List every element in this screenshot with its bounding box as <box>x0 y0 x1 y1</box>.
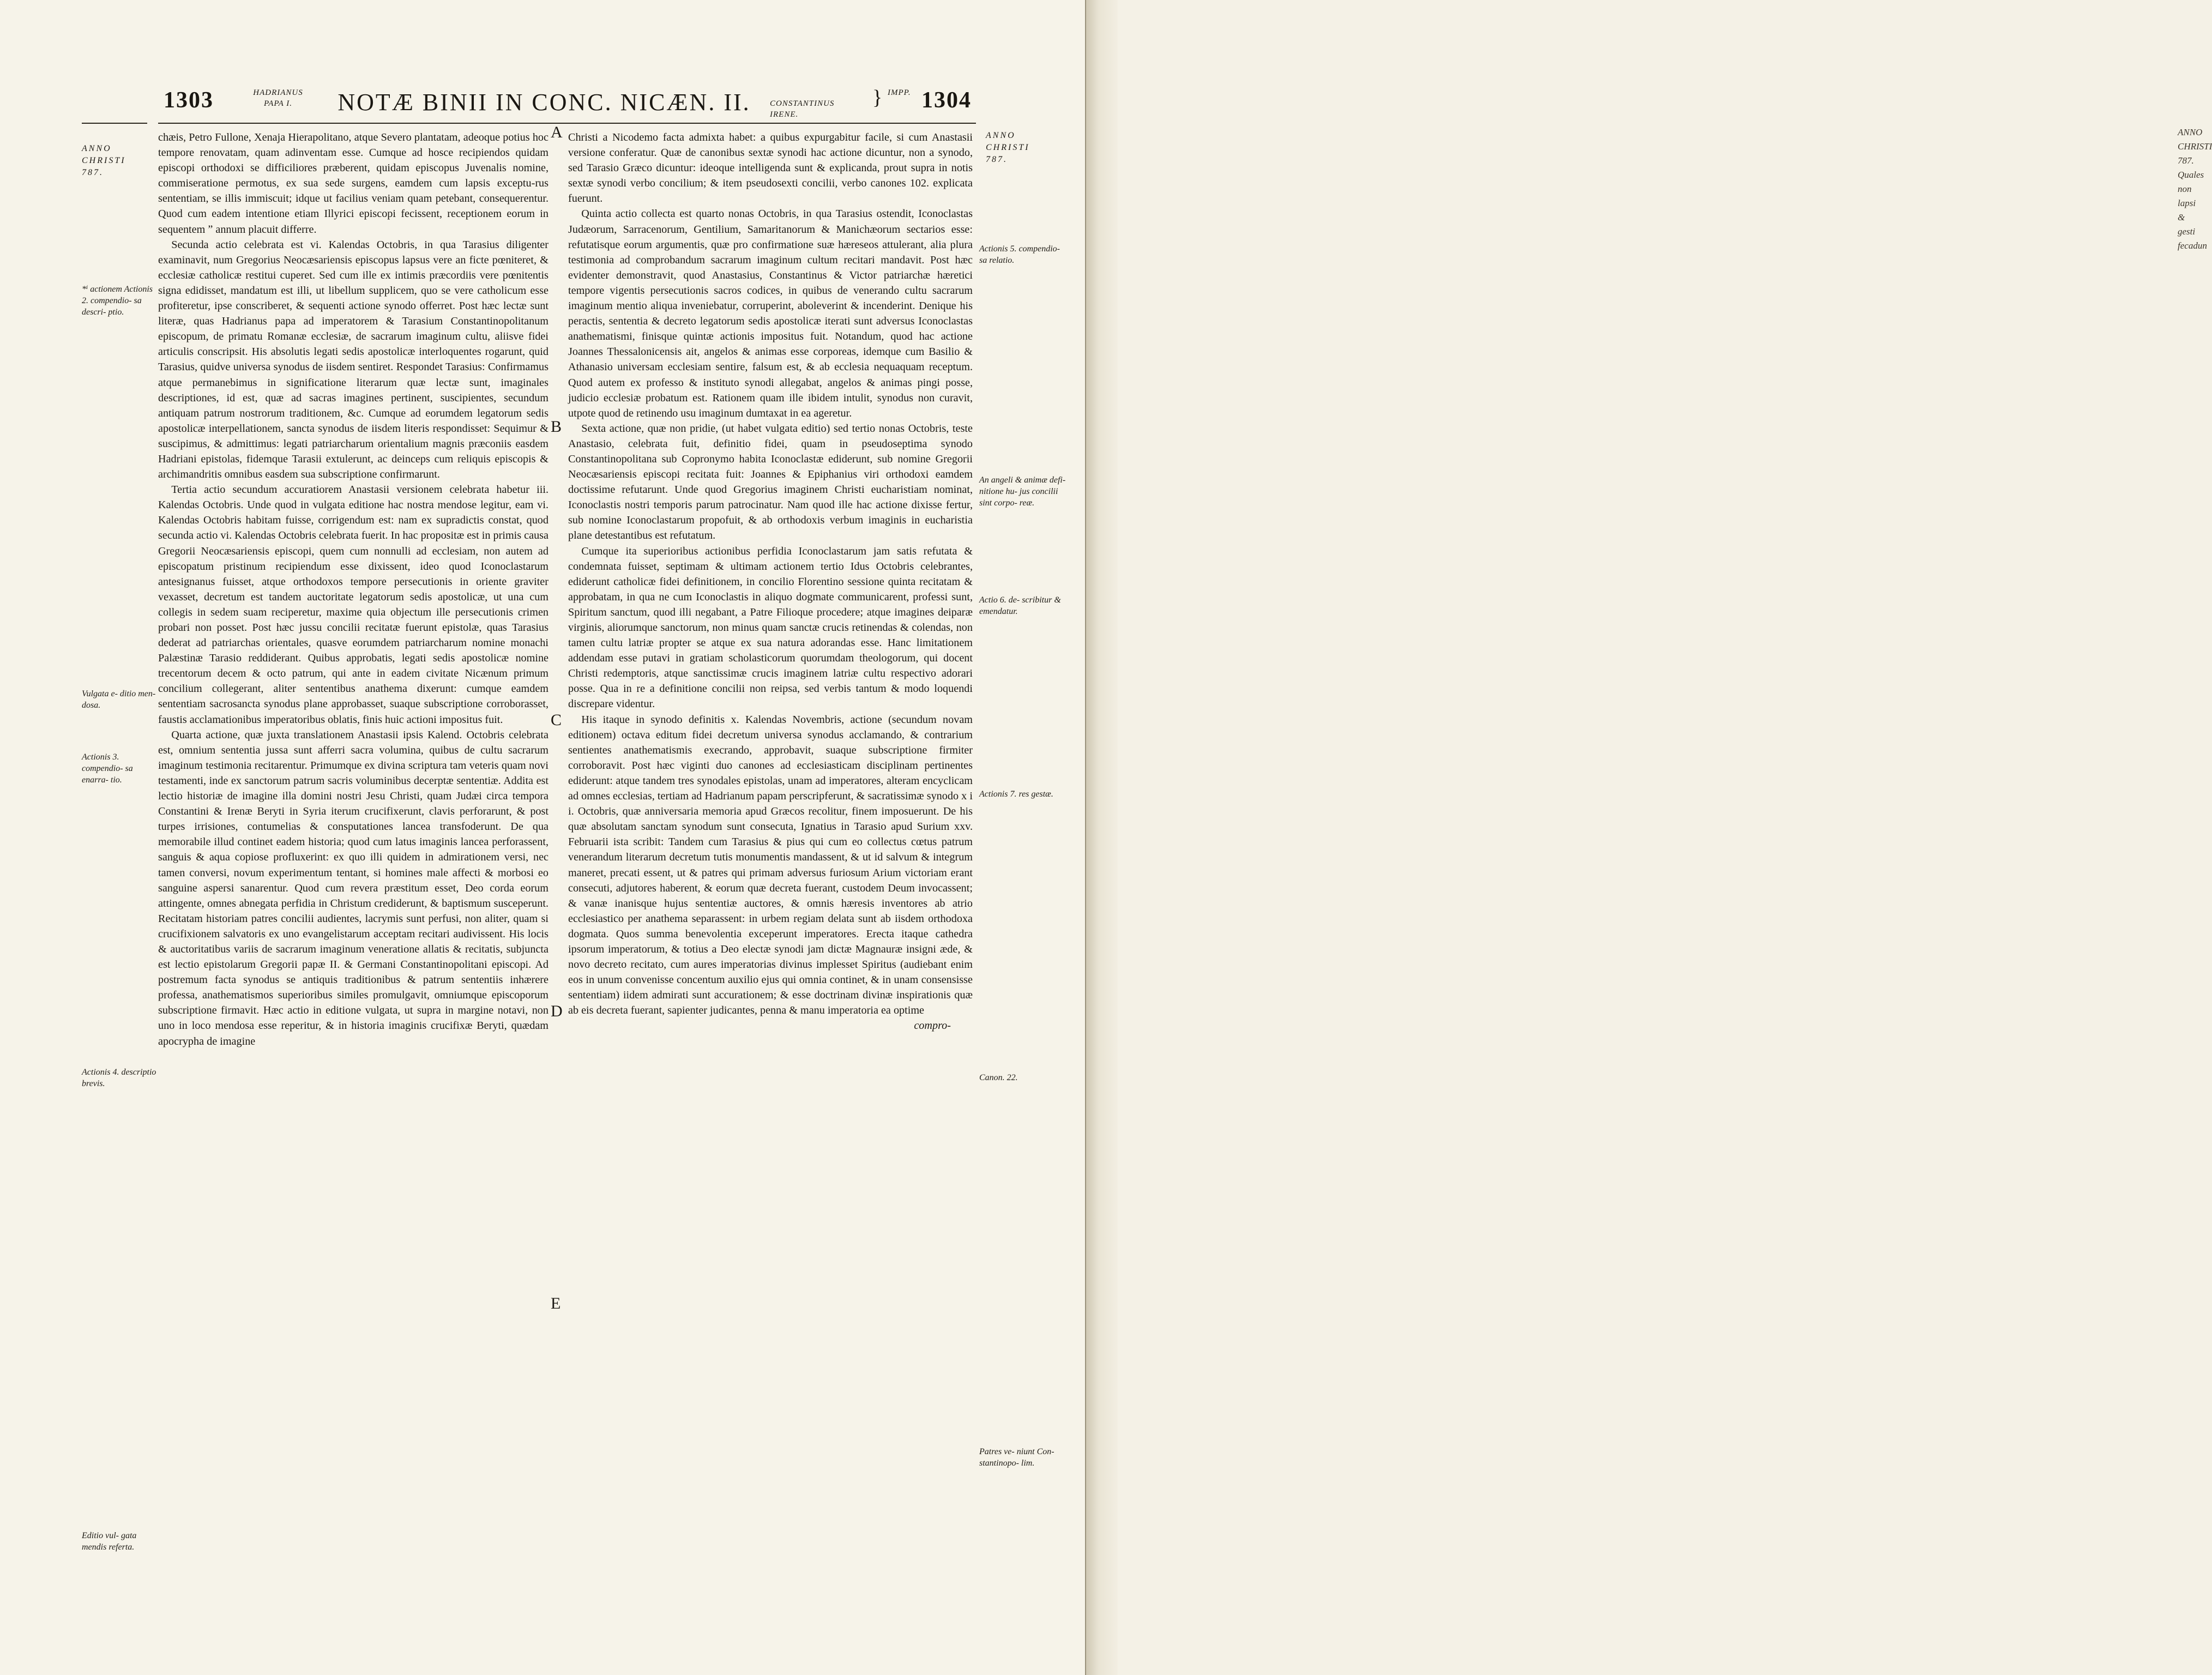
header-rule-left <box>82 123 147 124</box>
paragraph-actio-6: Sexta actione, quæ non pridie, (ut habet vulgata editio) sed tertio nonas Octobris, teste Anastasio, celebrata fuit, definitio fidei, quam in pseudoseptima synodo Constantinopolitana sub Copronymo habita Iconoclastæ ediderunt, sub nomine Gregorii Neocæsariensis episcopi recitata fuit: Joannes & Epiphanius viri orthodoxi eamdem doctissime refutarunt. Unde quod Gregorius imaginem Christi eucharistiam nominat, Iconoclastis nostri temporis parum patrocinatur. Nam quod ille hac actione dixisse fertur, sub nomine Iconoclastarum propofuit, & ab orthodoxis verbum imaginis in eucharistia plane detestantibus est refutatum. <box>568 422 973 542</box>
section-letter-d: D <box>551 1002 563 1020</box>
header-impp: IMPP. <box>888 88 911 97</box>
anno-christi-right: ANNO CHRISTI 787. <box>986 131 1030 164</box>
paragraph-actio-4: Quarta actione, quæ juxta translationem Anastasii ipsis Kalend. Octobris celebrata est, omnium sententia jussa sunt afferri sacra volumina, quibus de cultu sacrarum imaginum testimonia recitarentur. Primumque ex divina scriptura tam veteris quam novi testamenti, inde ex sanctorum patrum sacris voluminibus decerptæ sententiæ. Addita est lectio historiæ de imagine illa domini nostri Jesu Christi, quam Judæi circa tempora Constantini & Irenæ Beryti in Syria iterum crucifixerunt, clavis perforarunt, & post turpes irrisiones, contumelias & consputationes lancea transfoderunt. De qua memorabile illud continet eadem historia; quod cum latus imaginis lancea perforassent, sanguis & aqua copiose profluxerint: ex quo illi quidem in admirationem versi, nec tamen conversi, novum experimentum tentant, si homines male affecti & morbosi eo sanguine aspersi sanarentur. Quod cum revera præstitum esset, Deo corda eorum attingente, omnes abnegata perfidia in Christum crediderunt, & baptismum susceperunt. Recitatam historiam patres concilii audientes, lacrymis sunt perfusi, non aliter, quam si crucifixionem salvatoris ex uno evangelistarum acceptam recitari audivissent. His locis & auctoritatibus variis de sacrarum imaginum veneratione allatis & recitatis, subjuncta est lectio epistolarum Gregorii papæ II. & Germani Constantinopolitani episcopi. Ad postremum facta synodus se antiquis traditionibus & patrum sententiis inhærere professa, anathematismos superioribus similes promulgavit, omniumque episcoporum subscriptione firmavit. Hæc actio in editione vulgata, ut supra in margine notavi, non uno in loco mendosa esse reperitur, & in historia imaginis crucifixæ Beryti, quædam apocrypha de imagine <box>158 728 549 1047</box>
header-emperors-names: CONSTANTINUS IRENE. <box>770 99 835 119</box>
paragraph-actio-8-canones: His itaque in synodo definitis x. Kalendas Novembris, actione (secundum novam editionem) octava editum fidei decretum universa synodus acclamando, & contrarium sentientes anathematismis execrando, approbavit, suaque subscriptione firmiter corroboravit. Post hæc viginti duo canones ad ecclesiasticam disciplinam pertinentes ediderunt: atque tandem tres synodales epistolas, unam ad imperatores, alteram encyclicam ad omnes ecclesias, tertiam ad Hadrianum papam perscripferunt, & sacratissimæ synodo x i i. Octobris, quæ anniversaria memoria apud Græcos recolitur, finem imposuerunt. De his quæ absolutam sanctam synodum sunt consecuta, Ignatius in Tarasio apud Surium xxv. Februarii ista scribit: Tandem cum Tarasius & pius qui cum eo collectus cœtus patrum venerandum literarum decretum tutis monumentis mandassent, & ut id salvum & integrum maneret, precati essent, ut & patres qui primam adversus furiosum Arium victoriam erant consecuti, adjutores haberent, & eorum quæ decreta fuerant, custodem Deum invocassent; & vanæ inanisque hujus sententiæ auctores, & omnis hæresis inventores ab atrio ecclesiastico per anathema separassent: in urbem regiam delata sunt ab iisdem orthodoxa dogmata. Quos summa benevolentia exceperunt imperatores. Erecta itaque cathedra ipsorum imperatorum, & totius a Deo electæ synodi jam dictæ Magnauræ insigni æde, & novo decreto recitato, cum aures imperatorias divinus implesset Spiritus (audiebant enim eos in unum convenisse concentum auxilio ejus qui omnia continet, & in unam consensisse sententiam) iidem admirati sunt accurationem; & esse doctrinam divinæ inspirationis quæ ab eis decreta fuerant, sapienter judicantes, penna & manu imperatoria ea optime <box>568 713 973 1017</box>
section-letter-c: C <box>551 711 562 729</box>
page-number-left: 1303 <box>164 88 214 113</box>
paragraph-actio-7: Cumque ita superioribus actionibus perfidia Iconoclastarum jam satis refutata & condemnata fuisset, septimam & ultimam actionem tertio Idus Octobris celebrantes, ediderunt catholicæ fidei definitionem, in concilio Florentino sessione quinta recitatam & approbatam, in qua ne cum Iconoclastis in aliquo dogmate communicarent, professi sunt, Spiritum sanctum, quod illi negabant, a Patre Filioque procedere; atque imagines deiparæ virginis, aliorumque sanctorum, non minus quam sanctæ crucis retinendas & colendas, non tamen cultu latriæ propter se atque ex sua natura adorandas esse. Hanc limitationem addendam esse putavi in gratiam scholasticorum quorumdam theologorum, qui docent Christi redemptoris, atque sanctissimæ crucis imaginem latriæ cultu respectivo adorari posse. Qua in re a definitione concilii non reipsa, sed verbis tantum & modo loquendi discrepare videntur. <box>568 545 973 710</box>
paragraph-actio-3: Tertia actio secundum accuratiorem Anastasii versionem celebrata habetur iii. Kalendas Octobris. Unde quod in vulgata editione hac nostra mendose legitur, eam vi. Kalendas Octobris habitam fuisse, corrigendum est: nam ex supradictis constat, quod secunda actio vi. Kalendas Octobris celebrata fuerit. In hac propositæ est in primis causa Gregorii Neocæsariensis episcopi, quem cum nonnulli ad ecclesiam, non autem ad episcopatum pristinum recipiendum esse dixissent, ideo quod Iconoclastarum antesignanus fuisset, atque orthodoxos tempore persecutionis in oriente graviter vexasset, decretum est tandem auctoritate legatorum sedis apostolicæ, ut una cum collegis in sedem suam reciperetur, maxime quia objectum ille persecutionis crimen probari non posset. Post hæc jussu concilii recitatæ fuerunt epistolæ, quas Tarasius dederat ad patriarchas orientales, quasve eorumdem patriarcharum nomine monachi Palæstinæ Tarasio reddiderant. Quibus approbatis, legati sedis apostolicæ nomine trecentorum decem & octo patrum, qui ante in eadem civitate Nicænum primum concilium collegerant, aliter sententibus anathema dixerunt: cumque eamdem sententiam sacrosancta synodus plane approbasset, suaque subscriptione corroborasset, faustis acclamationibus imperatoribus oblatis, finis huic actioni impositus fuit. <box>158 484 549 726</box>
margin-note-actio-7: Actionis 7. res gestæ. <box>979 790 1053 799</box>
header-pope-name: HADRIANUS PAPA I. <box>253 88 303 108</box>
margin-note-actio-4: Actionis 4. descriptio brevis. <box>82 1068 156 1088</box>
margin-note-angeli: An angeli & animæ defi- nitione hu- jus concilii sint corpo- reæ. <box>979 475 1066 508</box>
anno-christi-left: ANNO CHRISTI 787. <box>82 144 126 177</box>
margin-note-actio-5: Actionis 5. compendio- sa relatio. <box>979 244 1060 265</box>
section-letter-a: A <box>551 123 563 141</box>
paragraph-actio-4-end: Christi a Nicodemo facta admixta habet: a quibus expurgabitur facile, si cum Anastasii versione conferatur. Quæ de canonibus sextæ synodi hac actione dicuntur, non a synodo, sed Tarasio Græco dicuntur: ideoque intelligenda sunt & explicanda, prout supra in notis sextæ synodi verbo concilium; & item pseudosexti concilii, verbo canones 102. explicata fuerunt. <box>568 131 973 205</box>
catchword: compro- <box>914 1020 951 1032</box>
right-column <box>568 130 973 1034</box>
left-column <box>158 130 549 1049</box>
paragraph-actio-1-end: chæis, Petro Fullone, Xenaja Hierapolitano, atque Severo plantatam, adeoque potius hoc tempore renovatam, quam adinventam esse. Cumque ad hosce recipiendos quidam episcopi orthodoxi se difficiliores præberent, quidam episcopus Juvenalis nomine, commiseratione permotus, ex sua sede surgens, eamdem cum lapsis exceptu-rus sententiam, se illis immiscuit; idque ut facilius veniam quam petebant, consequerentur. Quod cum eadem intentione etiam Illyrici episcopi fecissent, receptionem eorum in sequentem ˮ annum placuit differre. <box>158 131 549 236</box>
header-rule <box>158 123 976 124</box>
margin-note-actio-3: Actionis 3. compendio- sa enarra- tio. <box>82 752 133 785</box>
margin-note-actio-6: Actio 6. de- scribitur & emendatur. <box>979 595 1061 616</box>
margin-note-editio: Editio vul- gata mendis referta. <box>82 1531 137 1552</box>
margin-note-patres: Patres ve- niunt Con- stantinopo- lim. <box>979 1447 1054 1468</box>
section-letter-e: E <box>551 1294 561 1312</box>
margin-note-vulgata: Vulgata e- ditio men- dosa. <box>82 689 156 710</box>
paragraph-actio-5: Quinta actio collecta est quarto nonas Octobris, in qua Tarasius ostendit, Iconoclastas Judæorum, Sarracenorum, Gentilium, Samaritanorum & Manichæorum sectarios esse: refutatisque eorum argumentis, quæ pro confirmatione suæ hæreseos attulerant, alia plura testimonia ad comprobandum sacrarum imaginum cultum recitari mandavit. Post hæc evidenter demonstravit, quod Anastasius, Constantinus & Victor patriarchæ hæretici tempore vigentis persecutionis sacros codices, in quibus de venerando cultu sacrarum imaginum mentio aliqua inveniebatur, corruperint, aboleverint & incenderint. Denique his peractis, sententia & decreto legatorum sedis apostolicæ iterati sunt adversus Iconoclastas anathematismi, finisque quintæ actionis impositus fuit. Notandum, quod hac actione Joannes Thessalonicensis ait, angelos & animas esse corporeas, idemque cum Basilio & Athanasio universam ecclesiam sentire, falsum est, & ab ecclesia nequaquam receptum. Quod autem ex professo & instituto synodi allegabat, angelos & animas pingi posse, judicio ecclesiæ probatum est. Rationem quam ille ibidem intulit, synodus non curavit, utpote quod de retinendo usu imaginum dumtaxat in ea ageretur. <box>568 208 973 419</box>
margin-note-actio-2: *ⁱ actionem Actionis 2. compendio- sa descri- ptio. <box>82 285 153 317</box>
adjacent-page-edge <box>1085 0 2212 1675</box>
paragraph-actio-2: Secunda actio celebrata est vi. Kalendas Octobris, in qua Tarasius diligenter examinavit, num Gregorius Neocæsariensis episcopus lapsus vere an ficte pœniteret, & ecclesiæ catholicæ restitui cuperet. Sed cum ille ex intimis præcordiis vere pœnitentis signa edidisset, mandatum est illi, ut libellum supplicem, quo se vere catholicum esse profiteretur, ipse conscriberet, & sequenti actione synodo offerret. Post hæc lectæ sunt literæ, quas Hadrianus papa ad imperatorem & Tarasium Constantinopolitanum episcopum, de primatu Romanæ ecclesiæ, de sacrarum imaginum cultu, aliisve fidei articulis conscripsit. His absolutis legati sedis apostolicæ interloquentes rogarunt, quid Tarasius, quidve universa synodus de iisdem sentiret. Respondet Tarasius: Confirmamus atque permanebimus in significatione literarum quæ lectæ sunt, imaginales descriptiones, id est, quæ ad sacras imagines pertinent, suscipientes, secundum antiquam patrum nostrorum traditionem, &c. Cumque ad eorumdem legatorum sedis apostolicæ interpellationem, sancta synodus de iisdem literis respondisset: Sequimur & suscipimus, & admittimus: legati patriarcharum orientalium magnis præconiis easdem Hadriani epistolas, fidemque Tarasii extulerunt, ac deinceps cum reliquis episcopis & archimandritis omnibus easdem sua subscriptione confirmarunt. <box>158 238 549 481</box>
section-letter-b: B <box>551 418 562 436</box>
margin-note-canones: Canon. 22. <box>979 1073 1018 1082</box>
page-number-right: 1304 <box>921 88 972 113</box>
adjacent-page-text: ANNO CHRISTI 787. Quales non lapsi & gesti fecadun <box>2178 127 2212 251</box>
running-title: NOTÆ BINII IN CONC. NICÆN. II. <box>337 89 751 116</box>
header-brace: } <box>872 86 883 109</box>
